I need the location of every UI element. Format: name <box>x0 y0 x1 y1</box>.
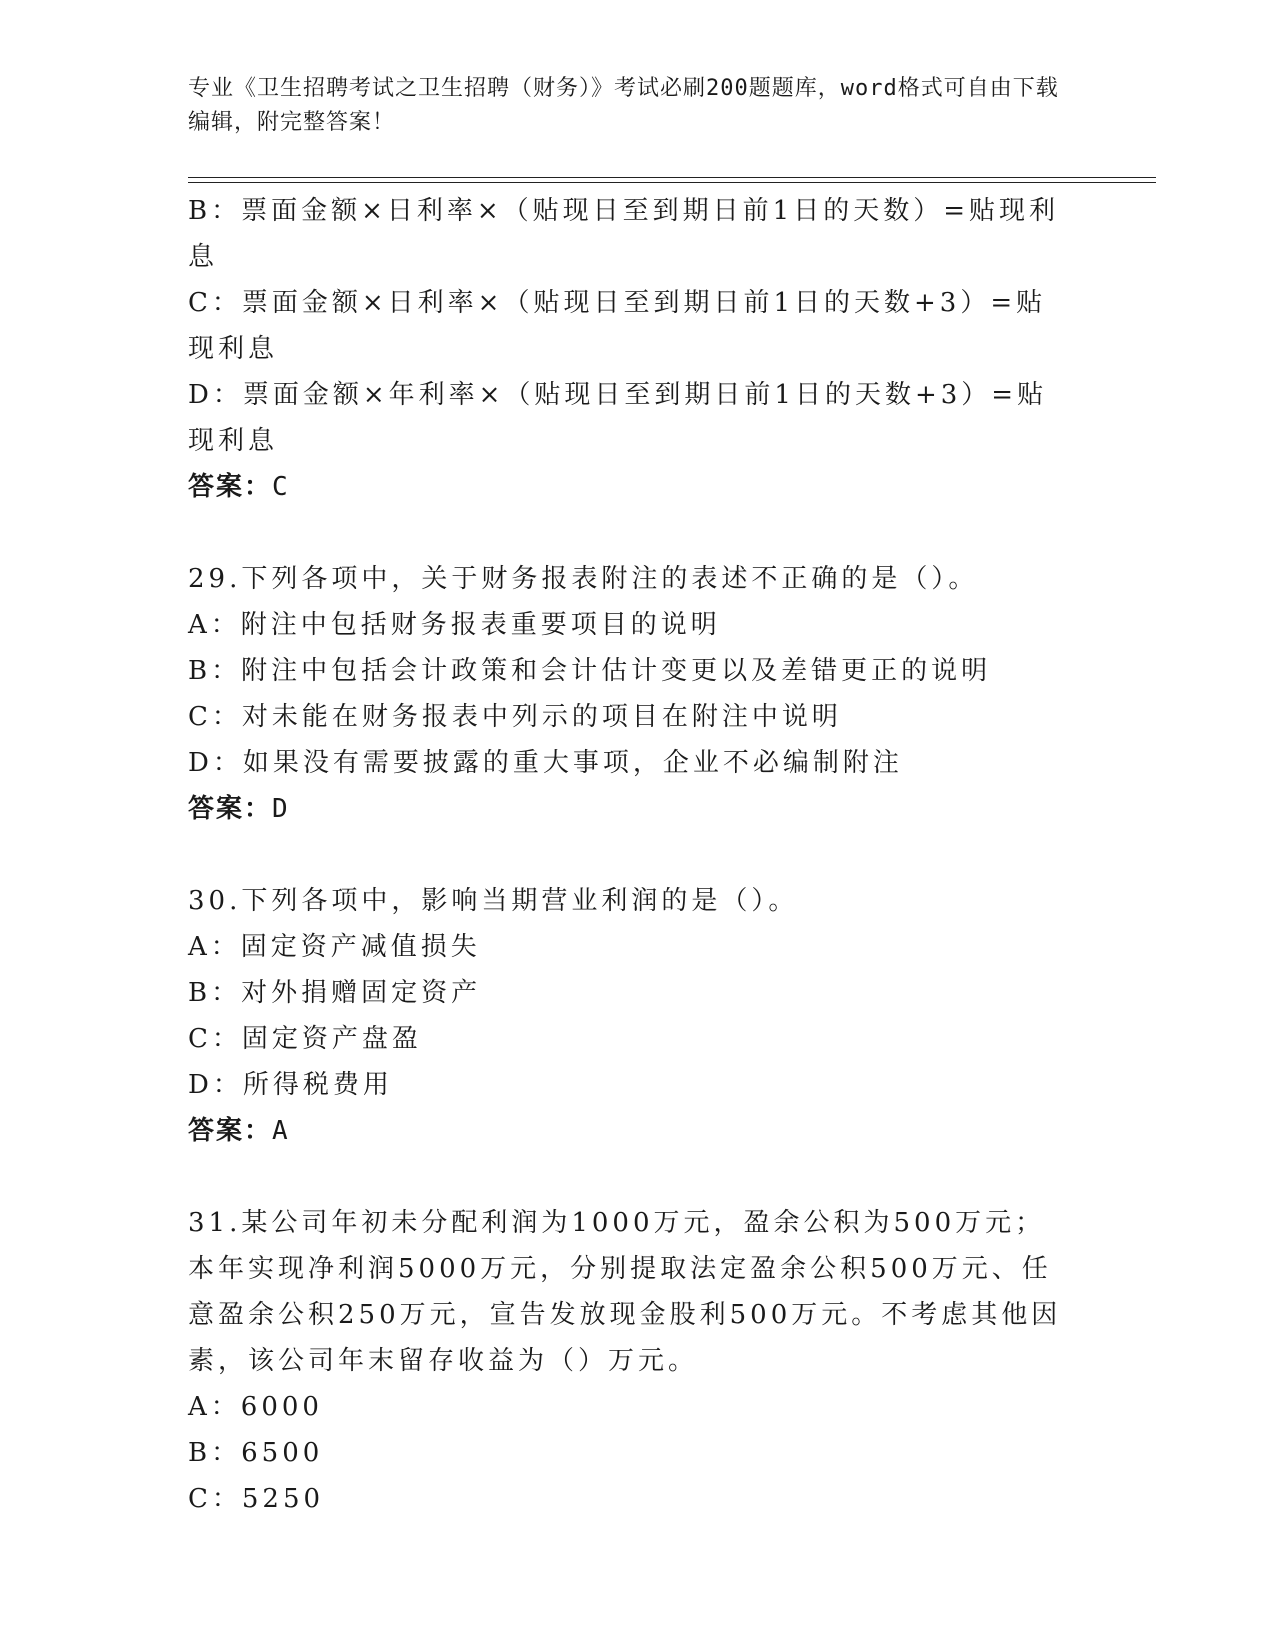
q28-answer-label: 答案： <box>188 472 273 502</box>
q30-option-a: A：固定资产减值损失 <box>188 932 481 962</box>
q29-option-c: C：对未能在财务报表中列示的项目在附注中说明 <box>188 702 842 732</box>
q29-option-a: A：附注中包括财务报表重要项目的说明 <box>188 610 721 640</box>
header-divider-bottom <box>188 182 1156 183</box>
q29-answer <box>188 786 1068 832</box>
q28-answer <box>188 464 1068 510</box>
question-31 <box>188 1200 1068 1522</box>
q31-option-a: A：6000 <box>188 1392 323 1422</box>
q29-stem: 29.下列各项中，关于财务报表附注的表述不正确的是（）。 <box>188 564 979 594</box>
q30-option-d: D：所得税费用 <box>188 1070 393 1100</box>
q30-answer <box>188 1108 1068 1154</box>
header-divider-top <box>188 177 1156 178</box>
q30-answer-label: 答案： <box>188 1116 273 1146</box>
q28-option-c: C：票面金额×日利率×（贴现日至到期日前1日的天数+3）=贴现利息 <box>188 288 1047 364</box>
q31-option-b: B：6500 <box>188 1438 324 1468</box>
q28-option-d: D：票面金额×年利率×（贴现日至到期日前1日的天数+3）=贴现利息 <box>188 380 1048 456</box>
question-29 <box>188 556 1068 832</box>
q30-option-b: B：对外捐赠固定资产 <box>188 978 482 1008</box>
q28-option-b: B：票面金额×日利率×（贴现日至到期日前1日的天数）=贴现利息 <box>188 196 1060 272</box>
q30-answer-value: A <box>272 1116 290 1146</box>
spacer <box>188 1154 1068 1200</box>
q29-answer-value: D <box>272 794 290 824</box>
q30-stem: 30.下列各项中，影响当期营业利润的是（）。 <box>188 886 799 916</box>
spacer <box>188 832 1068 878</box>
q29-option-d: D：如果没有需要披露的重大事项，企业不必编制附注 <box>188 748 903 778</box>
q30-option-c: C：固定资产盘盈 <box>188 1024 422 1054</box>
q31-option-c: C：5250 <box>188 1484 325 1514</box>
question-28 <box>188 188 1068 510</box>
q31-stem: 31.某公司年初未分配利润为1000万元，盈余公积为500万元；本年实现净利润5000万元，分别提取法定盈余公积500万元、任意盈余公积250万元，宣告发放现金股利500万元。不考虑其他因素，该公司年末留存收益为（）万元。 <box>188 1208 1062 1376</box>
question-content <box>188 188 1068 1522</box>
spacer <box>188 510 1068 556</box>
q29-option-b: B：附注中包括会计政策和会计估计变更以及差错更正的说明 <box>188 656 992 686</box>
document-header: 专业《卫生招聘考试之卫生招聘（财务）》考试必刷200题题库，word格式可自由下载编辑，附完整答案！ <box>188 76 1059 135</box>
q29-answer-label: 答案： <box>188 794 273 824</box>
q28-answer-value: C <box>272 472 290 502</box>
question-30 <box>188 878 1068 1154</box>
